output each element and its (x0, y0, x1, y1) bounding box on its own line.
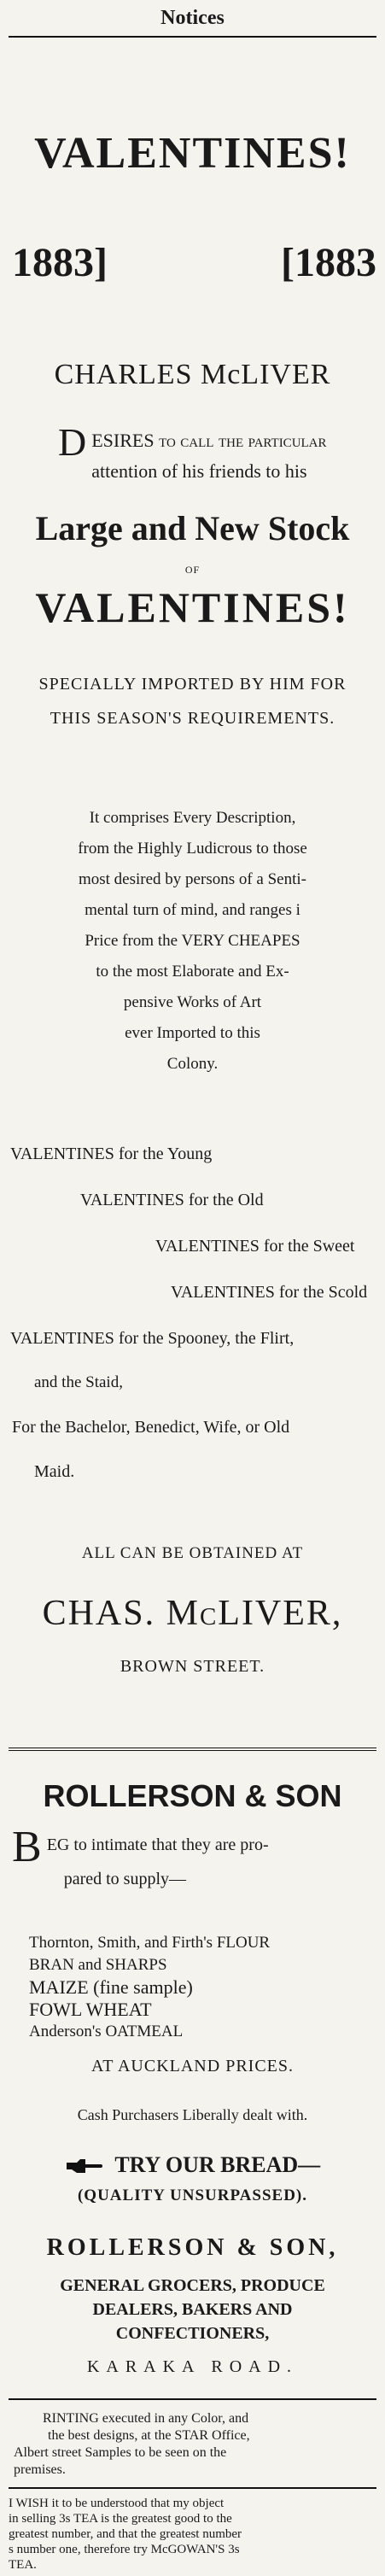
printing-ad (14, 2410, 250, 2479)
obtain-line: ALL CAN BE OBTAINED AT (81, 1544, 304, 1562)
list-line-young: VALENTINES for the Young (10, 1145, 213, 1163)
list-line-scold: VALENTINES for the Scold (171, 1283, 368, 1302)
trade-block (0, 2274, 385, 2345)
divider-rule-1 (9, 2398, 376, 2400)
goods-item: MAIZE (fine sample) (29, 1976, 193, 1998)
description-block (0, 803, 385, 1080)
goods-item: FOWL WHEAT (29, 1999, 152, 2020)
desc-line: mental turn of mind, and ranges i (85, 901, 300, 919)
year-right: [1883 (281, 240, 376, 285)
divider-rule-2 (9, 2487, 376, 2489)
bread-line-1-wrapper (0, 2152, 385, 2178)
list-line-sweet: VALENTINES for the Sweet (155, 1237, 355, 1256)
tea-line: s number one, therefore try McGOWAN'S 3s (9, 2543, 240, 2556)
trade-line: GENERAL GROCERS, PRODUCE (60, 2276, 325, 2295)
list-line-old: VALENTINES for the Old (80, 1191, 264, 1209)
desc-line: most desired by persons of a Senti- (78, 870, 306, 888)
tea-line: TEA. (9, 2558, 37, 2572)
printing-line: the best designs, at the STAR Office, (48, 2428, 250, 2443)
prices-line: AT AUCKLAND PRICES. (91, 2057, 294, 2075)
intro-paragraph (58, 420, 348, 487)
list-line-staid: and the Staid, (34, 1373, 123, 1391)
intro-dropcap: D (58, 420, 87, 464)
desc-line: Price from the VERY CHEAPES (85, 932, 300, 950)
cash-line: Cash Purchasers Liberally dealt with. (77, 2106, 308, 2123)
pointing-hand-icon (65, 2157, 102, 2176)
intro-line-1: ESIRES to call the particular (91, 430, 327, 451)
desc-line: pensive Works of Art (123, 993, 262, 1011)
address-line: KARAKA ROAD. (86, 2357, 299, 2376)
desc-line: It comprises Every Description, (89, 809, 296, 827)
printing-line: Albert street Samples to be seen on the (14, 2445, 227, 2460)
printing-line: premises. (14, 2462, 66, 2477)
trade-line: DEALERS, BAKERS AND (92, 2300, 293, 2319)
merchant-name: CHARLES McLIVER (54, 359, 331, 390)
tea-line: greatest number, and that the greatest number (9, 2527, 242, 2541)
imported-line-2: THIS SEASON'S REQUIREMENTS. (50, 709, 335, 728)
section-title: Notices (160, 7, 225, 29)
shop-name: CHAS. McLIVER, (42, 1594, 343, 1633)
goods-list (29, 1932, 270, 2043)
printing-line: RINTING executed in any Color, and (43, 2411, 249, 2426)
goods-item: Thornton, Smith, and Firth's FLOUR (29, 1934, 271, 1952)
shop-street: BROWN STREET. (120, 1657, 265, 1676)
imported-line-1: SPECIALLY IMPORTED BY HIM FOR (38, 675, 347, 694)
tea-ad (9, 2496, 242, 2573)
rollerson-intro (12, 1823, 375, 1896)
firm-name: ROLLERSON & SON, (46, 2234, 339, 2261)
intro-line-2: attention of his friends to his (91, 460, 307, 482)
of-label: OF (184, 564, 201, 576)
trade-line: CONFECTIONERS, (115, 2324, 270, 2343)
valentines-headline: VALENTINES! (34, 129, 351, 178)
desc-line: Colony. (166, 1055, 219, 1073)
tea-line: in selling 3s TEA is the greatest good to the (9, 2512, 232, 2526)
stock-title: Large and New Stock (35, 509, 350, 547)
list-line-maid: Maid. (34, 1462, 75, 1481)
desc-line: from the Highly Ludicrous to those (78, 840, 307, 858)
bread-line-2: (QUALITY UNSURPASSED). (77, 2187, 308, 2204)
list-line-spooney: VALENTINES for the Spooney, the Flirt, (10, 1329, 295, 1348)
year-left: 1883] (12, 240, 108, 285)
goods-item: Anderson's OATMEAL (29, 2023, 184, 2040)
desc-line: to the most Elaborate and Ex- (96, 963, 289, 981)
desc-line: ever Imported to this (125, 1024, 260, 1042)
header-rule (9, 36, 376, 38)
rollerson-intro-line-1: EG to intimate that they are pro- (46, 1835, 269, 1854)
tea-line: I WISH it to be understood that my object (9, 2497, 225, 2510)
rollerson-dropcap: B (12, 1823, 42, 1871)
rollerson-title: ROLLERSON & SON (43, 1778, 342, 1813)
divider-double (9, 1748, 376, 1751)
rollerson-intro-line-2: pared to supply— (63, 1870, 186, 1888)
list-line-bachelor: For the Bachelor, Benedict, Wife, or Old (12, 1418, 290, 1437)
goods-item: BRAN and SHARPS (29, 1956, 167, 1974)
valentines-title: VALENTINES! (35, 583, 350, 631)
bread-line-1: TRY OUR BREAD— (114, 2152, 321, 2177)
